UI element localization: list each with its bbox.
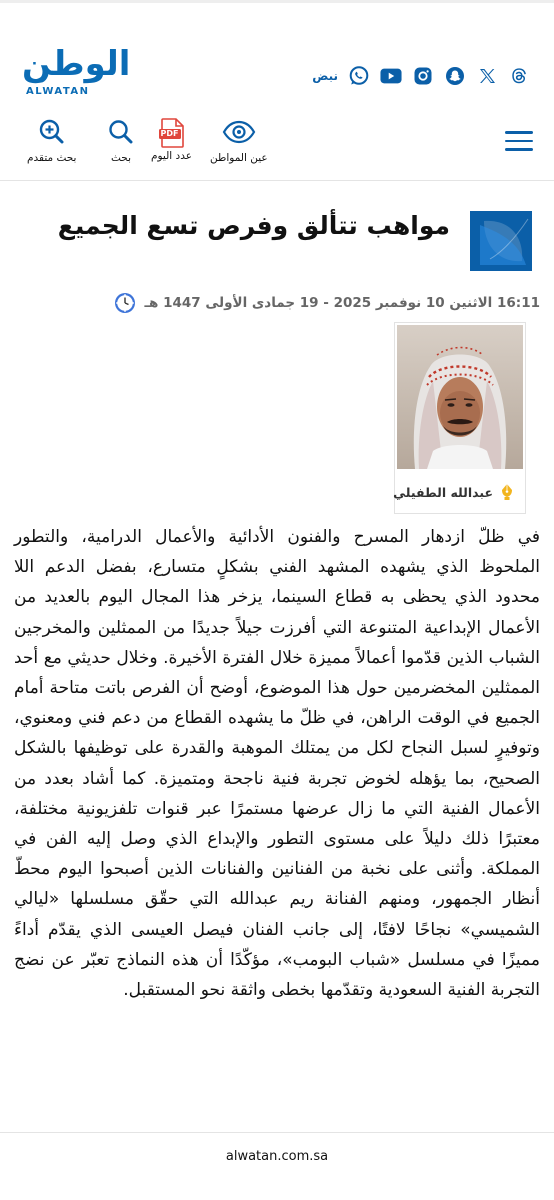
hamburger-menu-icon[interactable] [505,131,533,153]
zoom-plus-icon [37,118,67,146]
nabd-link[interactable]: نبض [312,69,338,83]
article-title: مواهب تتألق وفرص تسع الجميع [57,211,450,240]
logo-arabic-text: الوطن [22,44,131,84]
author-name-row [393,483,515,501]
pdf-icon [158,118,186,148]
author-card[interactable] [394,322,526,514]
top-rule [0,0,554,3]
logo-english: ALWATAN [26,86,90,97]
article-date: 16:11 الاثنين 10 نوفمبر 2025 - 19 جمادى الأولى 1447 هـ [144,295,540,311]
today-issue-label: عدد اليوم [151,150,193,162]
article-body: في ظلّ ازدهار المسرح والفنون الأدائية والأعمال الدرامية، والتطور الملحوظ الذي يشهده المشهد الفني بشكلٍ متسارع، بفضل الدعم اللا محدود الذي يحظى به قطاع السينما، يزخر هذا المجال اليوم بالعديد من الأعمال الإبداعية المتنوعة التي أفرزت جيلاً جديدًا من الممثلين والمخرجين الشباب الذين قدّموا أعمالاً مميزة خلال الفترة الأخيرة. وخلال حديثي مع أحد الممثلين المخضرمين حول هذا الموضوع، أوضح أن الفرص باتت متاحة أمام الجميع في الوقت الراهن، في ظلّ ما يشهده القطاع من دعم فني ومعنوي، وتوفيرٍ لسبل النجاح لكل من يمتلك الموهبة والقدرة على توظيفها بالشكل الصحيح، بما يؤهله لخوض تجربة فنية ناجحة ومتميزة. كما أشاد بعدد من الأعمال الفنية التي ما زال عرضها مستمرًا عبر قنوات تلفزيونية مختلفة، معتبرًا ذلك دليلاً على مستوى التطور والإبداع الذي وصل إليه الفن في المملكة. وأثنى على نخبة من الفنانين والفنانات الذين أصبحوا اليوم محطّ أنظار الجمهور، ومنهم الفنانة ريم عبدالله التي حقّق مسلسلها «ليالي الشميسي» نجاحًا لافتًا، إلى جانب الفنان فيصل العيسى الذي يقدّم أداءً مميزًا في مسلسل «شباب البومب»، مؤكّدًا أن هذه النماذج تعبّر عن نضج التجربة الفنية السعودية وتقدّمها بخطى واثقة نحو المستقبل. [14,527,540,1001]
advanced-search-button[interactable] [27,118,76,164]
today-issue-button[interactable] [151,118,192,162]
search-icon [107,118,135,146]
eye-icon [222,118,256,146]
logo-arabic [22,44,130,84]
author-photo [397,325,523,469]
author-name[interactable]: عبدالله الطفيلي [393,484,493,500]
snapchat-icon[interactable] [444,65,466,87]
search-label: بحث [110,152,131,164]
pen-icon [499,483,515,501]
header-divider [0,180,554,181]
article-date-row [114,292,540,314]
section-icon [470,211,532,271]
site-logo[interactable] [22,44,157,100]
footer-divider [0,1132,554,1133]
pdf-badge: PDF [160,129,179,138]
clock-icon [114,292,136,314]
threads-icon[interactable] [508,65,530,87]
footer-url[interactable]: alwatan.com.sa [225,1149,329,1164]
citizen-eye-button[interactable] [210,118,268,164]
youtube-icon[interactable] [380,65,402,87]
citizen-eye-label: عين المواطن [210,152,268,164]
social-links [312,64,530,88]
search-button[interactable] [107,118,135,164]
instagram-icon[interactable] [412,65,434,87]
whatsapp-icon[interactable] [348,65,370,87]
advanced-search-label: بحث متقدم [27,152,77,164]
x-icon[interactable] [476,65,498,87]
